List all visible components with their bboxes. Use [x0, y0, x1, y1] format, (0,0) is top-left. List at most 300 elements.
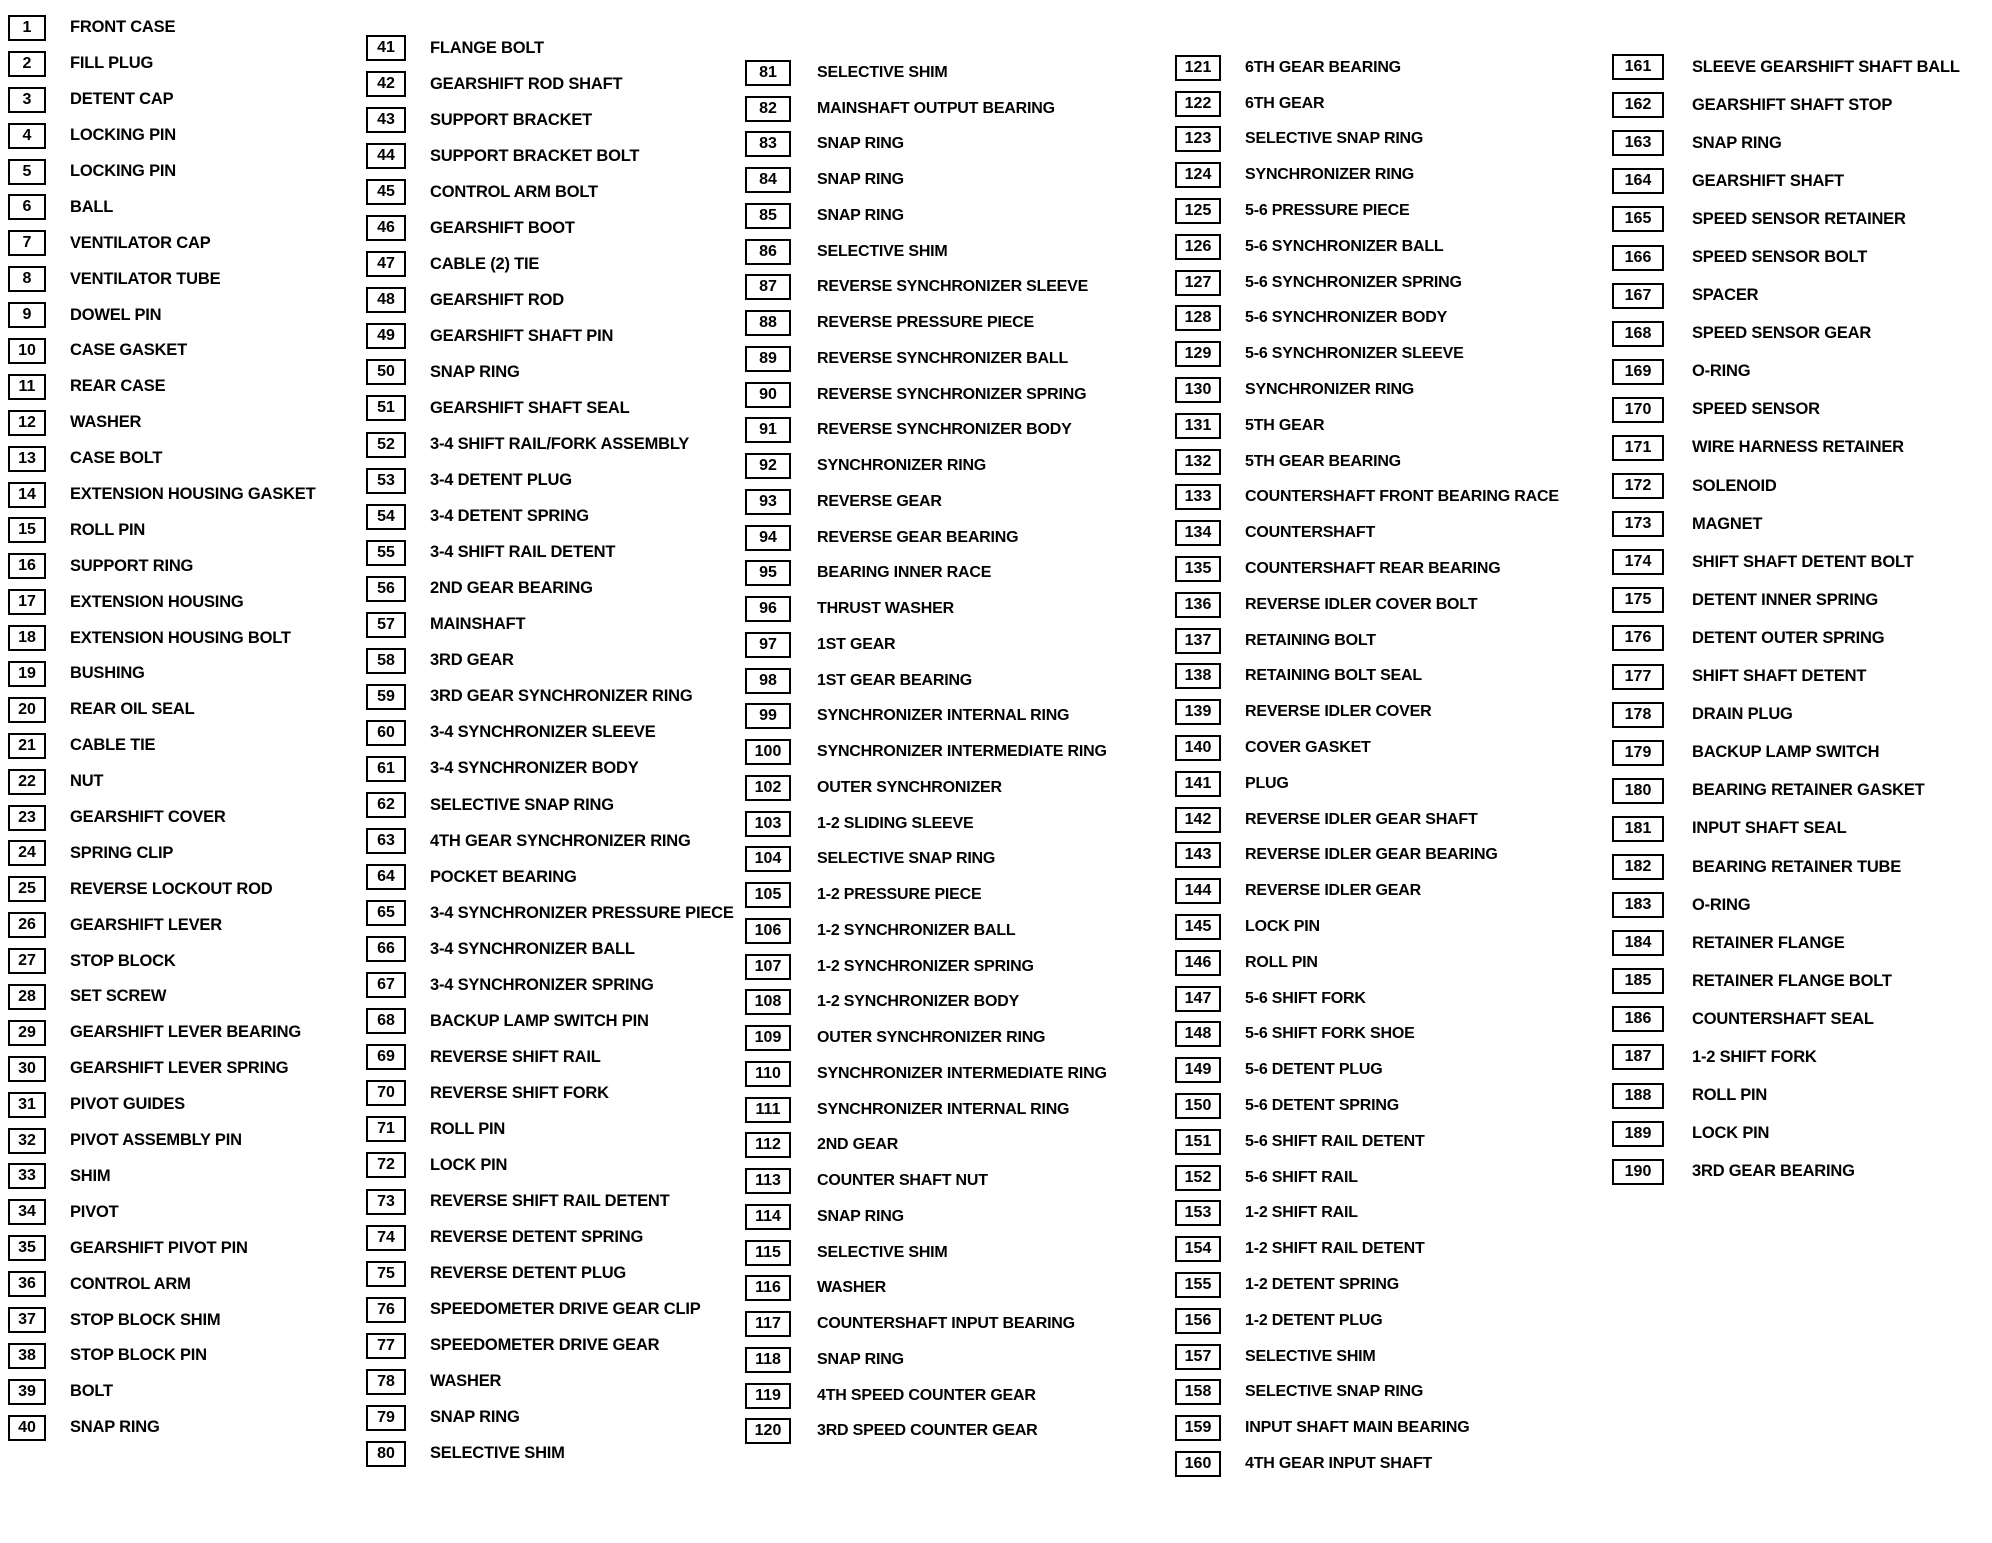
part-label: REVERSE IDLER GEAR BEARING [1245, 846, 1498, 864]
part-item [1612, 962, 1992, 1000]
part-item [745, 770, 1175, 806]
part-item [0, 548, 360, 584]
part-label: SELECTIVE SHIM [430, 1444, 565, 1463]
part-label: CONTROL ARM BOLT [430, 182, 598, 201]
part-number-box: 78 [366, 1369, 406, 1395]
part-item [1175, 157, 1612, 193]
part-label: CABLE TIE [70, 736, 156, 755]
part-item [0, 1087, 360, 1123]
part-number-box: 102 [745, 775, 791, 801]
part-number-box: 168 [1612, 321, 1664, 347]
part-number-box: 149 [1175, 1057, 1221, 1083]
part-number-box: 89 [745, 346, 791, 372]
part-number-box: 186 [1612, 1006, 1664, 1032]
part-item [0, 584, 360, 620]
part-number-box: 144 [1175, 878, 1221, 904]
part-number-box: 170 [1612, 397, 1664, 423]
part-number-box: 30 [8, 1056, 46, 1082]
part-item [745, 484, 1175, 520]
part-item [360, 1256, 745, 1292]
part-item [360, 66, 745, 102]
part-number-box: 21 [8, 733, 46, 759]
part-label: 1-2 DETENT SPRING [1245, 1275, 1399, 1293]
part-item [360, 210, 745, 246]
part-item [0, 1159, 360, 1195]
part-item [360, 895, 745, 931]
part-number-box: 121 [1175, 55, 1221, 81]
part-number-box: 81 [745, 60, 791, 86]
part-item [0, 1410, 360, 1446]
part-number-box: 46 [366, 215, 406, 241]
part-item [745, 377, 1175, 413]
part-number-box: 158 [1175, 1379, 1221, 1405]
part-number-box: 184 [1612, 930, 1664, 956]
part-number-box: 137 [1175, 628, 1221, 654]
part-item [0, 512, 360, 548]
part-number-box: 150 [1175, 1093, 1221, 1119]
part-label: 2ND GEAR BEARING [430, 579, 593, 598]
part-number-box: 134 [1175, 520, 1221, 546]
part-number-box: 173 [1612, 511, 1664, 537]
part-label: 5-6 DETENT SPRING [1245, 1097, 1399, 1114]
part-number-box: 29 [8, 1020, 46, 1046]
part-label: REVERSE SHIFT FORK [430, 1083, 609, 1102]
part-label: SELECTIVE SHIM [817, 63, 948, 81]
part-number-box: 136 [1175, 592, 1221, 618]
part-label: SELECTIVE SHIM [817, 1243, 948, 1261]
part-label: REVERSE SYNCHRONIZER SLEEVE [817, 278, 1089, 296]
part-item [745, 913, 1175, 949]
part-number-box: 39 [8, 1379, 46, 1405]
part-item [1612, 1000, 1992, 1038]
part-number-box: 143 [1175, 842, 1221, 868]
part-number-box: 7 [8, 230, 46, 256]
part-number-box: 48 [366, 287, 406, 313]
part-item [745, 985, 1175, 1021]
part-label: 3RD GEAR [430, 651, 514, 670]
part-label: NUT [70, 772, 104, 791]
part-number-box: 92 [745, 453, 791, 479]
part-item [1612, 277, 1992, 315]
part-number-box: 181 [1612, 816, 1664, 842]
part-label: 5-6 SYNCHRONIZER SLEEVE [1245, 345, 1464, 363]
part-number-box: 98 [745, 668, 791, 694]
part-label: DETENT OUTER SPRING [1692, 628, 1885, 647]
part-item [360, 571, 745, 607]
part-label: OUTER SYNCHRONIZER RING [817, 1029, 1046, 1047]
part-item [745, 1092, 1175, 1128]
part-label: SHIFT SHAFT DETENT BOLT [1692, 552, 1914, 571]
part-label: 1-2 SYNCHRONIZER BODY [817, 993, 1020, 1011]
part-item [745, 591, 1175, 627]
part-number-box: 148 [1175, 1021, 1221, 1047]
part-number-box: 57 [366, 612, 406, 638]
part-number-box: 110 [745, 1061, 791, 1087]
part-label: SPEED SENSOR [1692, 400, 1820, 419]
part-label: COUNTERSHAFT SEAL [1692, 1009, 1874, 1028]
part-label: STOP BLOCK PIN [70, 1346, 207, 1365]
part-number-box: 182 [1612, 854, 1664, 880]
part-number-box: 127 [1175, 270, 1221, 296]
part-number-box: 50 [366, 359, 406, 385]
part-item [1612, 886, 1992, 924]
part-label: ROLL PIN [1245, 953, 1318, 971]
part-label: 4TH GEAR INPUT SHAFT [1245, 1454, 1433, 1472]
part-item [360, 1328, 745, 1364]
part-item [0, 154, 360, 190]
legend-column-1 [0, 0, 360, 1498]
part-item [1612, 1038, 1992, 1076]
part-label: EXTENSION HOUSING GASKET [70, 485, 316, 504]
part-item [360, 354, 745, 390]
part-item [1175, 336, 1612, 372]
part-label: GEARSHIFT LEVER [70, 915, 222, 934]
part-number-box: 77 [366, 1333, 406, 1359]
part-label: DETENT CAP [70, 90, 174, 109]
part-item [1175, 50, 1612, 86]
part-item [0, 871, 360, 907]
part-number-box: 44 [366, 143, 406, 169]
part-number-box: 11 [8, 374, 46, 400]
part-number-box: 125 [1175, 198, 1221, 224]
part-item [360, 751, 745, 787]
part-number-box: 133 [1175, 484, 1221, 510]
part-item [1175, 1374, 1612, 1410]
part-label: MAINSHAFT OUTPUT BEARING [817, 99, 1055, 117]
part-item [360, 1075, 745, 1111]
part-label: 1-2 DETENT PLUG [1245, 1311, 1383, 1329]
part-item [0, 1374, 360, 1410]
part-item [1175, 1052, 1612, 1088]
part-item [745, 1128, 1175, 1164]
part-number-box: 1 [8, 15, 46, 41]
part-number-box: 147 [1175, 986, 1221, 1012]
part-number-box: 106 [745, 918, 791, 944]
part-number-box: 37 [8, 1307, 46, 1333]
part-number-box: 128 [1175, 305, 1221, 331]
part-item [360, 1039, 745, 1075]
part-label: BUSHING [70, 664, 145, 683]
part-item [1612, 848, 1992, 886]
part-label: COUNTER SHAFT NUT [817, 1172, 988, 1190]
part-number-box: 95 [745, 560, 791, 586]
part-number-box: 26 [8, 912, 46, 938]
part-item [1175, 623, 1612, 659]
part-number-box: 25 [8, 876, 46, 902]
part-label: THRUST WASHER [817, 600, 954, 618]
part-number-box: 112 [745, 1132, 791, 1158]
part-item [0, 441, 360, 477]
part-label: REVERSE SYNCHRONIZER SPRING [817, 385, 1087, 403]
part-label: LOCK PIN [430, 1155, 508, 1174]
part-label: 5-6 SHIFT FORK [1245, 989, 1366, 1007]
part-label: SHIM [70, 1166, 111, 1185]
part-number-box: 145 [1175, 914, 1221, 940]
part-label: COUNTERSHAFT [1245, 524, 1376, 542]
part-item [1612, 1077, 1992, 1115]
legend-column-5 [1612, 0, 1992, 1536]
part-number-box: 4 [8, 123, 46, 149]
part-label: BACKUP LAMP SWITCH PIN [430, 1011, 649, 1030]
part-number-box: 140 [1175, 735, 1221, 761]
part-label: 5-6 SHIFT RAIL DETENT [1245, 1132, 1425, 1150]
part-label: CASE GASKET [70, 341, 187, 360]
part-item [1175, 265, 1612, 301]
part-number-box: 189 [1612, 1121, 1664, 1147]
part-label: LOCK PIN [1245, 918, 1320, 936]
part-item [745, 699, 1175, 735]
part-label: REVERSE GEAR BEARING [817, 528, 1019, 546]
part-number-box: 27 [8, 948, 46, 974]
part-label: O-RING [1692, 895, 1751, 914]
part-item [1612, 238, 1992, 276]
part-label: LOCKING PIN [70, 126, 176, 145]
part-number-box: 84 [745, 167, 791, 193]
part-number-box: 76 [366, 1297, 406, 1323]
part-number-box: 67 [366, 972, 406, 998]
part-item [745, 1056, 1175, 1092]
part-label: GEARSHIFT COVER [70, 808, 226, 827]
part-label: SUPPORT BRACKET [430, 110, 593, 129]
part-item [1175, 1017, 1612, 1053]
part-label: SYNCHRONIZER RING [1245, 381, 1415, 399]
part-item [1175, 122, 1612, 158]
part-item [1175, 515, 1612, 551]
part-item [360, 102, 745, 138]
part-number-box: 146 [1175, 950, 1221, 976]
part-number-box: 180 [1612, 778, 1664, 804]
part-number-box: 104 [745, 846, 791, 872]
part-number-box: 111 [745, 1097, 791, 1123]
part-label: REAR OIL SEAL [70, 700, 195, 719]
part-item [1612, 124, 1992, 162]
part-label: 3-4 SYNCHRONIZER BALL [430, 939, 635, 958]
part-label: 1-2 SHIFT FORK [1692, 1047, 1817, 1066]
part-item [745, 1199, 1175, 1235]
part-item [360, 138, 745, 174]
part-item [360, 282, 745, 318]
part-label: SYNCHRONIZER INTERMEDIATE RING [817, 1064, 1107, 1082]
part-item [0, 1194, 360, 1230]
part-item [1612, 772, 1992, 810]
part-number-box: 34 [8, 1199, 46, 1225]
part-label: BEARING RETAINER TUBE [1692, 857, 1902, 876]
part-item [1175, 1267, 1612, 1303]
part-number-box: 178 [1612, 702, 1664, 728]
part-item [0, 46, 360, 82]
part-item [0, 943, 360, 979]
part-label: CASE BOLT [70, 449, 163, 468]
part-item [1175, 587, 1612, 623]
part-item [1175, 766, 1612, 802]
part-label: REVERSE SYNCHRONIZER BALL [817, 349, 1069, 367]
part-number-box: 38 [8, 1343, 46, 1369]
part-item [0, 800, 360, 836]
part-label: 5-6 SYNCHRONIZER SPRING [1245, 273, 1462, 291]
part-number-box: 171 [1612, 435, 1664, 461]
part-number-box: 132 [1175, 449, 1221, 475]
part-item [1175, 551, 1612, 587]
part-label: FRONT CASE [70, 18, 176, 37]
part-number-box: 14 [8, 482, 46, 508]
part-number-box: 22 [8, 769, 46, 795]
part-item [1175, 981, 1612, 1017]
part-label: 4TH SPEED COUNTER GEAR [817, 1386, 1036, 1404]
part-label: BEARING INNER RACE [817, 564, 992, 582]
part-item [745, 1163, 1175, 1199]
part-label: WASHER [817, 1279, 887, 1297]
part-label: REVERSE DETENT PLUG [430, 1264, 627, 1283]
part-label: SUPPORT RING [70, 556, 194, 575]
part-number-box: 124 [1175, 162, 1221, 188]
part-number-box: 32 [8, 1128, 46, 1154]
part-label: SLEEVE GEARSHIFT SHAFT BALL [1692, 57, 1960, 76]
part-item [745, 1235, 1175, 1271]
part-item [745, 198, 1175, 234]
part-number-box: 176 [1612, 625, 1664, 651]
part-item [0, 656, 360, 692]
part-item [0, 225, 360, 261]
part-number-box: 177 [1612, 664, 1664, 690]
part-label: SNAP RING [817, 1207, 904, 1225]
part-label: 1-2 SHIFT RAIL DETENT [1245, 1240, 1425, 1258]
legend-column-3 [745, 0, 1175, 1543]
part-item [360, 535, 745, 571]
part-label: 3-4 SYNCHRONIZER PRESSURE PIECE [430, 903, 734, 922]
part-item [1175, 229, 1612, 265]
part-label: 1ST GEAR BEARING [817, 671, 973, 689]
part-number-box: 135 [1175, 556, 1221, 582]
part-label: REAR CASE [70, 377, 166, 396]
part-label: LOCKING PIN [70, 162, 176, 180]
part-number-box: 15 [8, 517, 46, 543]
part-label: GEARSHIFT ROD [430, 290, 564, 309]
part-number-box: 61 [366, 756, 406, 782]
part-label: 3-4 SHIFT RAIL/FORK ASSEMBLY [430, 435, 690, 454]
part-item [1175, 444, 1612, 480]
part-item [360, 1147, 745, 1183]
part-number-box: 71 [366, 1116, 406, 1142]
part-item [745, 877, 1175, 913]
part-number-box: 131 [1175, 413, 1221, 439]
part-item [1175, 730, 1612, 766]
part-number-box: 172 [1612, 473, 1664, 499]
part-number-box: 97 [745, 632, 791, 658]
part-item [1612, 658, 1992, 696]
part-number-box: 157 [1175, 1344, 1221, 1370]
part-label: INPUT SHAFT MAIN BEARING [1245, 1419, 1470, 1437]
part-label: EXTENSION HOUSING BOLT [70, 628, 291, 647]
part-item [745, 663, 1175, 699]
part-number-box: 42 [366, 71, 406, 97]
part-item [360, 499, 745, 535]
part-item [1612, 162, 1992, 200]
part-label: O-RING [1692, 362, 1751, 381]
part-label: PIVOT GUIDES [70, 1095, 185, 1114]
part-item [745, 1378, 1175, 1414]
part-item [0, 1230, 360, 1266]
part-item [745, 448, 1175, 484]
part-label: 1-2 SHIFT RAIL [1245, 1204, 1358, 1222]
part-item [1175, 301, 1612, 337]
part-number-box: 185 [1612, 968, 1664, 994]
part-label: SNAP RING [817, 171, 904, 189]
part-label: SPEED SENSOR BOLT [1692, 248, 1868, 267]
part-number-box: 165 [1612, 206, 1664, 232]
part-item [745, 413, 1175, 449]
part-number-box: 43 [366, 107, 406, 133]
part-label: DRAIN PLUG [1692, 705, 1793, 724]
part-label: REVERSE SHIFT RAIL DETENT [430, 1192, 670, 1211]
part-label: 1-2 SYNCHRONIZER SPRING [817, 957, 1034, 975]
part-number-box: 139 [1175, 699, 1221, 725]
part-item [745, 949, 1175, 985]
part-label: 5-6 DETENT PLUG [1245, 1061, 1383, 1079]
part-label: EXTENSION HOUSING [70, 592, 244, 611]
part-item [1175, 838, 1612, 874]
part-item [1175, 1124, 1612, 1160]
part-number-box: 55 [366, 540, 406, 566]
part-label: MAGNET [1692, 514, 1763, 533]
part-number-box: 105 [745, 882, 791, 908]
part-item [745, 627, 1175, 663]
part-item [745, 842, 1175, 878]
part-item [0, 1051, 360, 1087]
part-item [0, 620, 360, 656]
part-label: SELECTIVE SHIM [1245, 1347, 1376, 1365]
part-item [745, 734, 1175, 770]
part-item [1175, 1410, 1612, 1446]
part-item [1175, 1231, 1612, 1267]
legend-column-4 [1175, 0, 1612, 1538]
part-item [0, 979, 360, 1015]
part-label: 5-6 SHIFT FORK SHOE [1245, 1025, 1415, 1043]
part-number-box: 47 [366, 251, 406, 277]
part-item [0, 297, 360, 333]
part-number-box: 35 [8, 1235, 46, 1261]
part-number-box: 9 [8, 302, 46, 328]
part-label: REVERSE SHIFT RAIL [430, 1047, 601, 1066]
part-label: GEARSHIFT BOOT [430, 218, 575, 237]
part-item [360, 318, 745, 354]
part-label: REVERSE IDLER COVER BOLT [1245, 595, 1478, 613]
part-label: GEARSHIFT LEVER BEARING [70, 1023, 302, 1042]
part-item [0, 907, 360, 943]
part-item [360, 679, 745, 715]
part-item [360, 390, 745, 426]
part-number-box: 31 [8, 1092, 46, 1118]
part-number-box: 120 [745, 1418, 791, 1444]
part-label: CABLE (2) TIE [430, 254, 540, 273]
part-label: 3-4 DETENT SPRING [430, 507, 589, 526]
part-label: STOP BLOCK SHIM [70, 1310, 221, 1329]
part-item [0, 1338, 360, 1374]
part-number-box: 91 [745, 417, 791, 443]
part-label: REVERSE LOCKOUT ROD [70, 879, 273, 898]
part-number-box: 96 [745, 596, 791, 622]
part-label: POCKET BEARING [430, 867, 577, 886]
part-item [360, 787, 745, 823]
part-number-box: 51 [366, 395, 406, 421]
part-item [1175, 659, 1612, 695]
part-label: SNAP RING [70, 1418, 160, 1437]
part-number-box: 24 [8, 840, 46, 866]
part-label: ROLL PIN [70, 520, 146, 539]
part-number-box: 74 [366, 1225, 406, 1251]
part-label: 5-6 SYNCHRONIZER BODY [1245, 309, 1448, 327]
part-number-box: 68 [366, 1008, 406, 1034]
part-number-box: 69 [366, 1044, 406, 1070]
